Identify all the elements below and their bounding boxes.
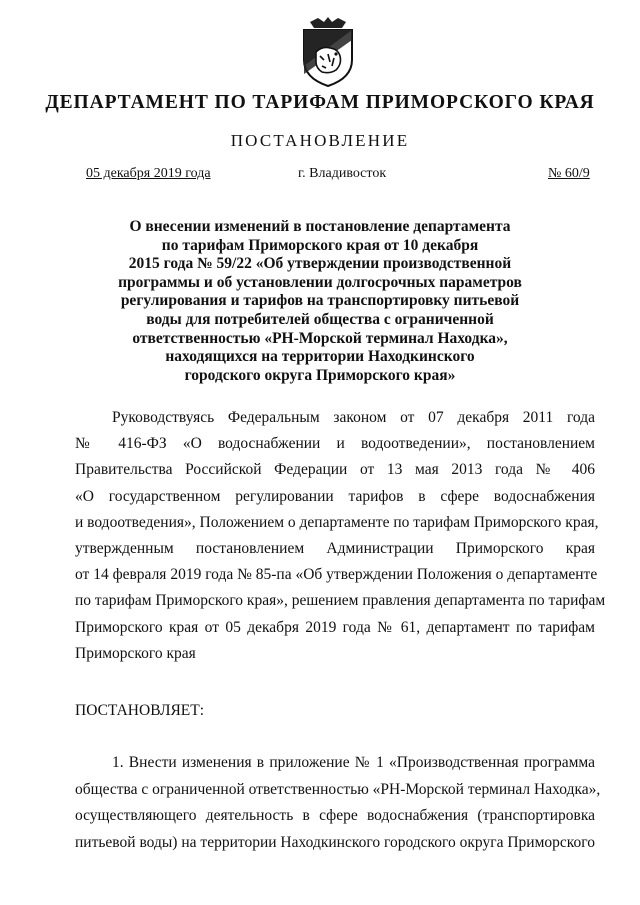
preamble-line: от 14 февраля 2019 года № 85-па «Об утверждении Положения о департаменте: [75, 566, 598, 584]
resolves-heading: ПОСТАНОВЛЯЕТ:: [75, 702, 205, 719]
subject-line: по тарифам Приморского края от 10 декабря: [161, 236, 479, 254]
preamble-line: по тарифам Приморского края», решением правления департамента по тарифам: [75, 592, 606, 610]
preamble-line: Руководствуясь Федеральным законом от 07 декабря 2011 года: [112, 409, 595, 426]
department-title: ДЕПАРТАМЕНТ ПО ТАРИФАМ ПРИМОРСКОГО КРАЯ: [45, 92, 595, 113]
preamble-line: № 416-ФЗ «О водоснабжении и водоотведении», постановлением: [75, 435, 595, 453]
subject-line: воды для потребителей общества с ограниченной: [146, 310, 494, 328]
subject-line: 2015 года № 59/22 «Об утверждении производственной: [128, 255, 512, 273]
document-date: 05 декабря 2019 года: [86, 166, 211, 181]
document-number: № 60/9: [548, 166, 590, 181]
document-type: ПОСТАНОВЛЕНИЕ: [230, 131, 410, 150]
preamble-line: и водоотведения», Положением о департаменте по тарифам Приморского края,: [75, 513, 599, 531]
item-1-line: питьевой воды) на территории Находкинского городского округа Приморского: [75, 833, 595, 851]
preamble-paragraph: [75, 405, 606, 667]
preamble-line: Правительства Российской Федерации от 13 мая 2013 года № 406: [75, 461, 595, 479]
document-city: г. Владивосток: [298, 166, 387, 181]
subject-line: городского округа Приморского края»: [184, 366, 456, 384]
preamble-line: Приморского края: [75, 644, 196, 662]
preamble-line: утвержденным постановлением Администрации Приморского края: [75, 540, 595, 558]
preamble-line: Приморского края от 05 декабря 2019 года № 61, департамент по тарифам: [75, 618, 595, 636]
subject-line: ответственностью «РН-Морской терминал Находка»,: [132, 329, 508, 347]
coat-of-arms-icon: [296, 16, 360, 88]
item-1-line: 1. Внести изменения в приложение № 1 «Производственная программа: [112, 754, 595, 771]
subject-line: регулирования и тарифов на транспортировку питьевой: [120, 292, 520, 310]
subject-line: программы и об установлении долгосрочных параметров: [118, 273, 522, 291]
subject-line: находящихся на территории Находкинского: [165, 348, 475, 366]
item-1-line: осуществляющего деятельность в сфере водоснабжения (транспортировка: [75, 807, 595, 825]
item-1-line: общества с ограниченной ответственностью «РН-Морской терминал Находка»,: [75, 780, 601, 798]
document-subject: [100, 218, 540, 385]
item-1-paragraph: [75, 750, 601, 856]
preamble-line: «О государственном регулировании тарифов в сфере водоснабжения: [75, 487, 595, 505]
subject-line: О внесении изменений в постановление департамента: [129, 218, 511, 235]
